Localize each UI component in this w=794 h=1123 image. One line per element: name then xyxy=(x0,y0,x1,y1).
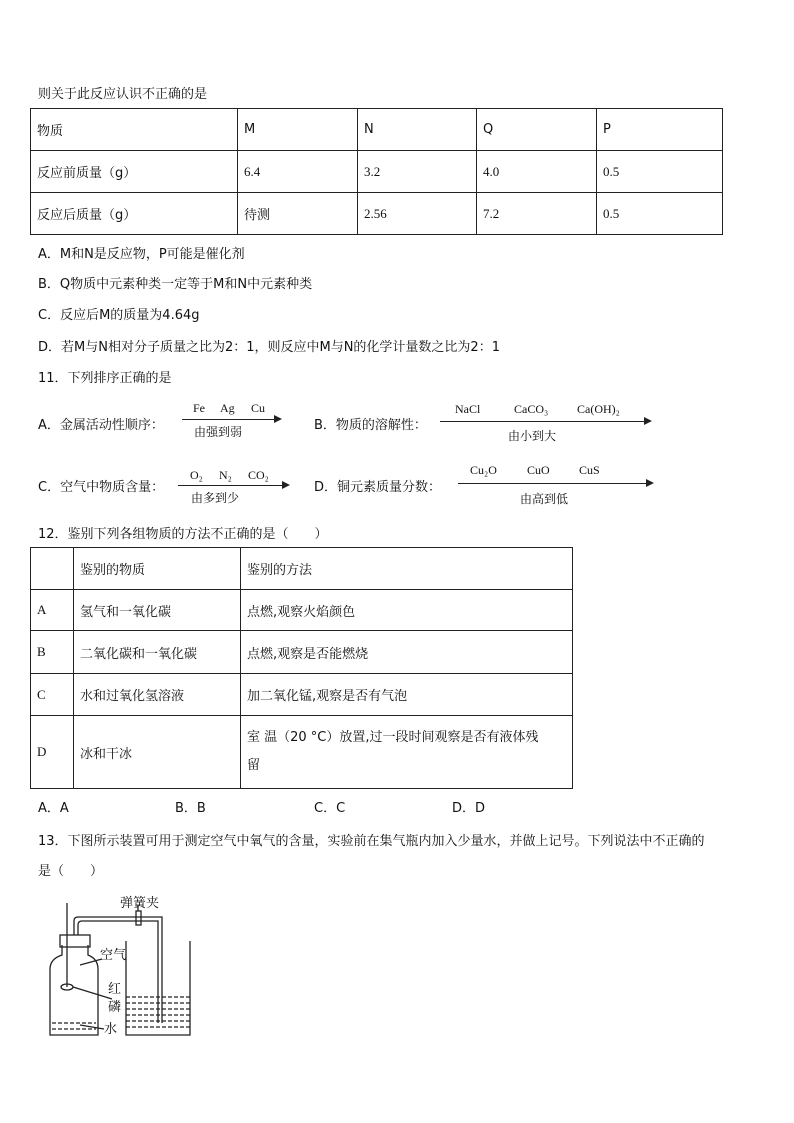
q11-c-caption: 由多到少 xyxy=(191,491,240,505)
q11-c-item: N₂ xyxy=(219,468,232,482)
q11-option-b-label: B．物质的溶解性： xyxy=(314,418,427,433)
q12-stem: 12．鉴别下列各组物质的方法不正确的是（ ） xyxy=(38,527,328,542)
table-cell: C xyxy=(31,674,74,716)
q11-c-item: CO₂ xyxy=(248,468,269,482)
table-cell xyxy=(241,716,573,789)
q11-c-item: O₂ xyxy=(190,468,203,482)
phosphorus-label: 磷 xyxy=(108,1000,122,1015)
mass-table xyxy=(30,108,723,235)
table-cell: B xyxy=(31,631,74,674)
table-cell: 加二氧化锰,观察是否有气泡 xyxy=(241,674,573,716)
q11-b-item: CaCO₃ xyxy=(514,402,549,416)
red-label: 红 xyxy=(108,982,122,997)
q11-a-item: Cu xyxy=(251,401,266,415)
table-cell: N xyxy=(358,109,477,151)
table-row xyxy=(31,548,573,590)
q10-option-a: A．M和N是反应物，P可能是催化剂 xyxy=(38,247,245,262)
table-cell: 反应前质量（g） xyxy=(31,151,238,193)
apparatus-figure xyxy=(40,895,200,1045)
q11-a-arrow xyxy=(182,419,280,420)
table-row xyxy=(31,109,723,151)
q11-d-item: Cu₂O xyxy=(470,463,497,477)
q11-d-item: CuS xyxy=(579,463,600,477)
table-cell: 氢气和一氧化碳 xyxy=(74,590,241,631)
q10-option-d: D．若M与N相对分子质量之比为2：1，则反应中M与N的化学计量数之比为2：1 xyxy=(38,340,500,355)
q11-option-a-label: A．金属活动性顺序： xyxy=(38,418,164,433)
air-label: 空气 xyxy=(100,948,127,963)
table-cell: D xyxy=(31,716,74,789)
q11-a-item: Ag xyxy=(220,401,235,415)
q10-option-c: C．反应后M的质量为4.64g xyxy=(38,308,200,323)
method-line: 室 温（20 °C）放置,过一段时间观察是否有液体残 xyxy=(247,730,539,745)
q12-option-b: B．B xyxy=(175,801,206,816)
table-row xyxy=(31,631,573,674)
q11-stem: 11．下列排序正确的是 xyxy=(38,371,172,386)
table-cell: 点燃,观察火焰颜色 xyxy=(241,590,573,631)
clamp-label: 弹簧夹 xyxy=(120,896,160,911)
identify-table xyxy=(30,547,573,789)
table-cell: 二氧化碳和一氧化碳 xyxy=(74,631,241,674)
q12-option-a: A．A xyxy=(38,801,69,816)
q11-d-arrow xyxy=(458,483,652,484)
q11-a-caption: 由强到弱 xyxy=(194,425,243,439)
table-cell: A xyxy=(31,590,74,631)
q12-option-d: D．D xyxy=(452,801,486,816)
table-cell: 待测 xyxy=(238,193,358,235)
q11-b-arrow xyxy=(440,421,650,422)
table-cell: 0.5 xyxy=(597,151,723,193)
q11-b-caption: 由小到大 xyxy=(508,429,557,443)
table-cell: 7.2 xyxy=(477,193,597,235)
q11-b-item: Ca(OH)₂ xyxy=(577,402,620,416)
q13-stem-line2: 是（ ） xyxy=(38,864,104,879)
table-row xyxy=(31,193,723,235)
table-row xyxy=(31,716,573,789)
table-cell: 鉴别的方法 xyxy=(241,548,573,590)
table-cell: 3.2 xyxy=(358,151,477,193)
method-line: 留 xyxy=(247,758,261,773)
table-cell: 点燃,观察是否能燃烧 xyxy=(241,631,573,674)
table-cell: 2.56 xyxy=(358,193,477,235)
q11-option-c-label: C．空气中物质含量： xyxy=(38,480,165,495)
q11-d-caption: 由高到低 xyxy=(520,492,569,506)
q10-option-b: B．Q物质中元素种类一定等于M和N中元素种类 xyxy=(38,277,313,292)
q11-option-d-label: D．铜元素质量分数： xyxy=(314,480,442,495)
table-cell: 反应后质量（g） xyxy=(31,193,238,235)
q11-c-arrow xyxy=(178,485,288,486)
q11-a-item: Fe xyxy=(193,401,205,415)
q13-stem-line1: 13．下图所示装置可用于测定空气中氧气的含量，实验前在集气瓶内加入少量水，并做上记号。下列说法中不正确的 xyxy=(38,834,705,849)
q11-b-item: NaCl xyxy=(455,402,481,416)
table-cell: 水和过氧化氢溶液 xyxy=(74,674,241,716)
table-cell: 6.4 xyxy=(238,151,358,193)
intro-text: 则关于此反应认识不正确的是 xyxy=(38,87,208,102)
table-cell: 0.5 xyxy=(597,193,723,235)
table-row xyxy=(31,151,723,193)
table-row xyxy=(31,674,573,716)
q12-option-c: C．C xyxy=(314,801,346,816)
table-cell: Q xyxy=(477,109,597,151)
table-cell xyxy=(31,548,74,590)
table-cell: 物质 xyxy=(31,109,238,151)
table-cell: P xyxy=(597,109,723,151)
table-cell: 4.0 xyxy=(477,151,597,193)
table-row xyxy=(31,590,573,631)
water-label: 水 xyxy=(104,1022,118,1037)
table-cell: 鉴别的物质 xyxy=(74,548,241,590)
q11-d-item: CuO xyxy=(527,463,550,477)
table-cell: M xyxy=(238,109,358,151)
table-cell: 冰和干冰 xyxy=(74,716,241,789)
